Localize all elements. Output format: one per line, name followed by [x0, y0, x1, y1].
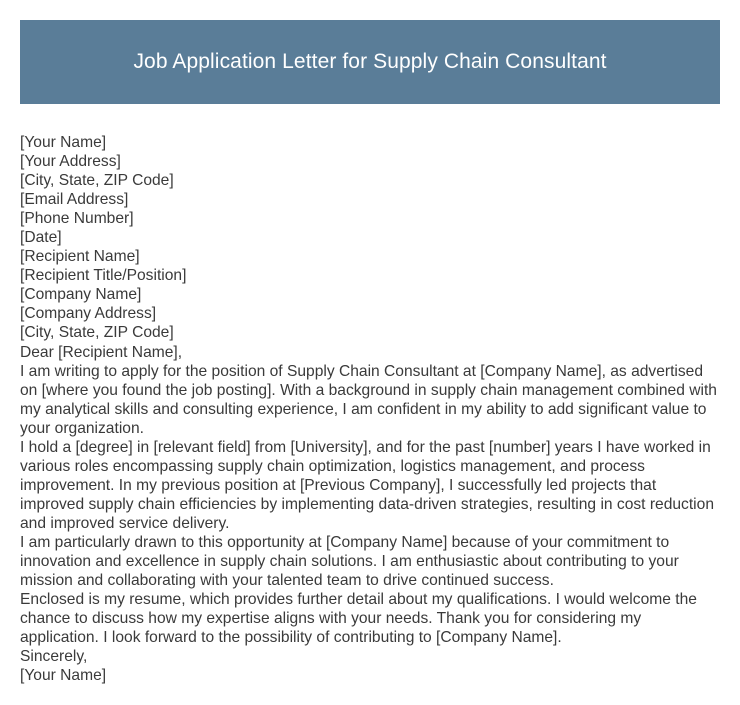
paragraph-closing: Enclosed is my resume, which provides further detail about my qualifications. I would welcome the chance to discuss how my expertise aligns with your needs. Thank you for considering my application. I look forward to the possibility of contributing to [Company Name]. [20, 591, 697, 647]
paragraph-motivation: I am particularly drawn to this opportunity at [Company Name] because of your commitment to innovation and excellence in supply chain solutions. I am enthusiastic about contributing to your mission and collaborating with your talented team to drive continued success. [20, 533, 679, 590]
letter-body [20, 133, 724, 685]
sender-phone: [Phone Number] [20, 210, 134, 228]
sender-name: [Your Name] [20, 134, 107, 151]
recipient-company: [Company Name] [20, 286, 142, 304]
letter-date: [Date] [20, 229, 62, 247]
recipient-name: [Recipient Name] [20, 248, 140, 266]
recipient-city-state-zip: [City, State, ZIP Code] [20, 324, 174, 342]
paragraph-background: I hold a [degree] in [relevant field] from [University], and for the past [number] years I have worked in various roles encompassing supply chain optimization, logistics management, and process improvement. In my previous position at [Previous Company], I successfully led projects that improved supply chain efficiencies by implementing data-driven strategies, resulting in cost reduction and improved service delivery. [20, 438, 714, 532]
paragraph-intro: I am writing to apply for the position of Supply Chain Consultant at [Company Name], as advertised on [where you found the job posting]. With a background in supply chain management combined with my analytical skills and consulting experience, I am confident in my ability to add significant value to your organization. [20, 362, 717, 437]
closing: Sincerely, [20, 648, 88, 666]
salutation: Dear [Recipient Name], [20, 343, 183, 361]
signature: [Your Name] [20, 667, 107, 685]
title-banner [20, 20, 720, 104]
recipient-address: [Company Address] [20, 305, 157, 323]
sender-email: [Email Address] [20, 191, 129, 209]
sender-city-state-zip: [City, State, ZIP Code] [20, 172, 174, 190]
recipient-title: [Recipient Title/Position] [20, 267, 187, 285]
sender-address: [Your Address] [20, 153, 121, 171]
page-title: Job Application Letter for Supply Chain Consultant [133, 50, 607, 73]
